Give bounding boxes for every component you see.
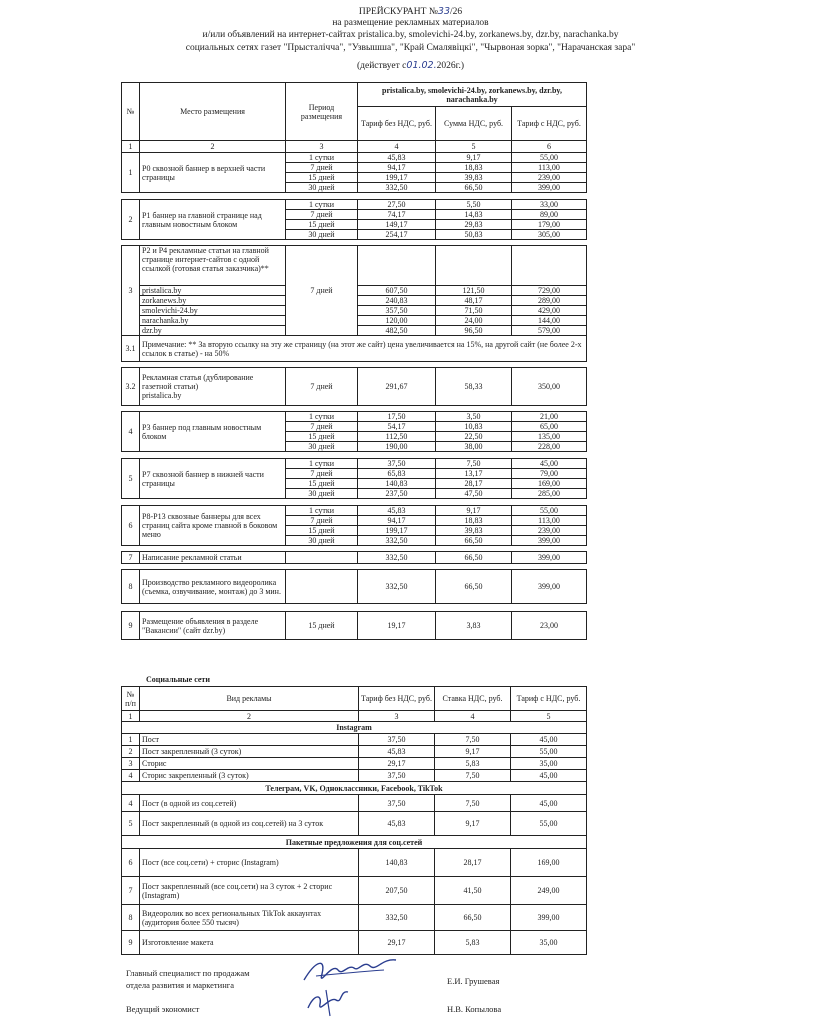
vat-cell: 5,83 xyxy=(435,758,511,770)
idx-cell: 3 xyxy=(359,711,435,722)
col-total: Тариф с НДС, руб. xyxy=(512,107,587,141)
vat-cell: 66,50 xyxy=(436,183,512,193)
total-cell: 55,00 xyxy=(511,812,587,836)
tariff-cell: 45,83 xyxy=(359,746,435,758)
row-number: 8 xyxy=(122,570,140,604)
idx-cell: 6 xyxy=(512,141,587,153)
table-row xyxy=(122,412,587,422)
total-cell: 45,00 xyxy=(511,770,587,782)
tariff-cell: 45,83 xyxy=(358,153,436,163)
group-row xyxy=(122,782,587,795)
subtitle-sites xyxy=(0,30,821,41)
tariff-cell: 140,83 xyxy=(358,479,436,489)
col-total: Тариф с НДС, руб. xyxy=(511,687,587,711)
total-cell: 429,00 xyxy=(512,306,587,316)
note-text: Примечание: ** За вторую ссылку на эту же страницу (на этот же сайт) цена увеличивается на 15%, на другой сайт (не более 2-х ссылок в статье) - на 50% xyxy=(140,336,587,362)
tariff-cell: 112,50 xyxy=(358,432,436,442)
signer1-dept: отдела развития и маркетинга xyxy=(126,980,234,990)
vat-cell: 14,83 xyxy=(436,210,512,220)
table-row xyxy=(122,552,587,564)
vat-cell: 22,50 xyxy=(436,432,512,442)
total-cell: 55,00 xyxy=(512,506,587,516)
site-cell: pristalica.by xyxy=(140,286,286,296)
col-n: № xyxy=(122,83,140,141)
total-cell: 399,00 xyxy=(512,536,587,546)
table-row xyxy=(122,734,587,746)
total-cell: 399,00 xyxy=(511,905,587,931)
total-cell: 399,00 xyxy=(512,552,587,564)
ad-kind: Сторис закрепленный (3 суток) xyxy=(140,770,359,782)
empty-cell xyxy=(358,246,436,286)
table-row xyxy=(122,812,587,836)
vat-cell: 9,17 xyxy=(435,746,511,758)
ad-kind: Изготовление макета xyxy=(140,931,359,955)
placement-text: Рекламная статья (дублирование газетной статьи) xyxy=(142,373,254,391)
period-cell: 7 дней xyxy=(286,246,358,336)
subtitle: на размещение рекламных материалов xyxy=(332,18,489,28)
tariff-cell: 149,17 xyxy=(358,220,436,230)
ad-kind: Пост закрепленный (в одной из соц.сетей) на 3 суток xyxy=(140,812,359,836)
spacer xyxy=(122,452,587,459)
row-number: 9 xyxy=(122,612,140,640)
placement-name: Производство рекламного видеоролика (съемка, озвучивание, монтаж) до 3 мин. xyxy=(140,570,286,604)
col-place: Место размещения xyxy=(140,83,286,141)
col-n: № п/п xyxy=(122,687,140,711)
table-row xyxy=(122,905,587,931)
total-cell: 399,00 xyxy=(512,570,587,604)
row-number: 2 xyxy=(122,746,140,758)
tariff-cell: 45,83 xyxy=(359,812,435,836)
validity-year: 2026г.) xyxy=(436,61,464,71)
tariff-cell: 140,83 xyxy=(359,849,435,877)
placement-name: Размещение объявления в разделе "Вакансии" (сайт dzr.by) xyxy=(140,612,286,640)
period-cell: 1 сутки xyxy=(286,506,358,516)
total-cell: 35,00 xyxy=(511,931,587,955)
index-row xyxy=(122,141,587,153)
idx-cell: 5 xyxy=(436,141,512,153)
subtitle-social: социальных сетях газет "Прысталічча", "Узвышша", "Край Смалявіцкі", "Чырвоная зорка", "Нарачанская зара" xyxy=(185,43,636,53)
vat-cell: 28,17 xyxy=(436,479,512,489)
group-row xyxy=(122,722,587,734)
vat-cell: 66,50 xyxy=(435,905,511,931)
vat-cell: 66,50 xyxy=(436,536,512,546)
row-number: 1 xyxy=(122,734,140,746)
placement-name: Р8-Р13 сквозные баннеры для всех страниц сайта кроме главной в боковом меню xyxy=(140,506,286,546)
empty-cell xyxy=(286,552,358,564)
period-cell: 7 дней xyxy=(286,516,358,526)
total-cell: 113,00 xyxy=(512,163,587,173)
ad-kind: Сторис xyxy=(140,758,359,770)
placement-name: Р1 баннер на главной странице над главным новостным блоком xyxy=(140,200,286,240)
period-cell: 30 дней xyxy=(286,489,358,499)
signature-icon xyxy=(296,950,406,1020)
total-cell: 729,00 xyxy=(512,286,587,296)
total-cell: 289,00 xyxy=(512,296,587,306)
period-cell: 15 дней xyxy=(286,173,358,183)
vat-cell: 48,17 xyxy=(436,296,512,306)
col-tariff: Тариф без НДС, руб. xyxy=(359,687,435,711)
tariff-cell: 332,50 xyxy=(358,183,436,193)
idx-cell: 2 xyxy=(140,141,286,153)
vat-cell: 18,83 xyxy=(436,516,512,526)
signer2-name: Н.В. Копылова xyxy=(447,1004,502,1014)
total-cell: 228,00 xyxy=(512,442,587,452)
index-row xyxy=(122,711,587,722)
signer1-name: Е.И. Грушевая xyxy=(447,976,500,986)
tariff-cell: 65,83 xyxy=(358,469,436,479)
period-cell: 15 дней xyxy=(286,220,358,230)
vat-cell: 5,83 xyxy=(435,931,511,955)
placement-name: Р3 баннер под главным новостным блоком xyxy=(140,412,286,452)
tariff-cell: 120,00 xyxy=(358,316,436,326)
vat-cell: 121,50 xyxy=(436,286,512,296)
table-row xyxy=(122,758,587,770)
period-cell: 7 дней xyxy=(286,422,358,432)
total-cell: 45,00 xyxy=(511,734,587,746)
tariff-cell: 37,50 xyxy=(358,459,436,469)
period-cell: 1 сутки xyxy=(286,200,358,210)
row-number: 3.2 xyxy=(122,368,140,406)
period-cell: 30 дней xyxy=(286,536,358,546)
total-cell: 169,00 xyxy=(511,849,587,877)
tariff-cell: 190,00 xyxy=(358,442,436,452)
vat-cell: 28,17 xyxy=(435,849,511,877)
vat-cell: 9,17 xyxy=(435,812,511,836)
total-cell: 285,00 xyxy=(512,489,587,499)
vat-cell: 9,17 xyxy=(436,506,512,516)
vat-cell: 50,83 xyxy=(436,230,512,240)
tariff-cell: 332,50 xyxy=(359,905,435,931)
tariff-cell: 254,17 xyxy=(358,230,436,240)
total-cell: 65,00 xyxy=(512,422,587,432)
period-cell: 1 сутки xyxy=(286,153,358,163)
validity xyxy=(0,60,821,72)
idx-cell: 4 xyxy=(435,711,511,722)
signer2-role: Ведущий экономист xyxy=(126,1004,200,1014)
vat-cell: 39,83 xyxy=(436,173,512,183)
row-number: 5 xyxy=(122,459,140,499)
total-cell: 169,00 xyxy=(512,479,587,489)
vat-cell: 9,17 xyxy=(436,153,512,163)
row-number: 9 xyxy=(122,931,140,955)
period-cell: 30 дней xyxy=(286,183,358,193)
subtitle-sites-prefix: и/или объявлений на интернет-сайтах xyxy=(202,30,358,40)
vat-cell: 24,00 xyxy=(436,316,512,326)
ad-kind: Пост (в одной из соц.сетей) xyxy=(140,795,359,812)
ad-kind: Пост (все соц.сети) + сторис (Instagram) xyxy=(140,849,359,877)
table-row xyxy=(122,612,587,640)
period-cell: 1 сутки xyxy=(286,412,358,422)
col-sites: pristalica.by, smolevichi-24.by, zorkanews.by, dzr.by, narachanka.by xyxy=(358,83,587,107)
spacer-row xyxy=(122,193,587,200)
period-cell: 7 дней xyxy=(286,210,358,220)
site-cell: dzr.by xyxy=(140,326,286,336)
total-cell: 305,00 xyxy=(512,230,587,240)
period-cell: 30 дней xyxy=(286,230,358,240)
placement-name: Р7 сквозной баннер в нижней части страницы xyxy=(140,459,286,499)
row-number: 3 xyxy=(122,758,140,770)
col-vat: Сумма НДС, руб. xyxy=(436,107,512,141)
tariff-cell: 29,17 xyxy=(359,931,435,955)
vat-cell: 41,50 xyxy=(435,877,511,905)
tariff-cell: 19,17 xyxy=(358,612,436,640)
total-cell: 135,00 xyxy=(512,432,587,442)
period-cell: 7 дней xyxy=(286,469,358,479)
vat-cell: 66,50 xyxy=(436,552,512,564)
tariff-cell: 45,83 xyxy=(358,506,436,516)
tariff-cell: 17,50 xyxy=(358,412,436,422)
period-cell: 7 дней xyxy=(286,368,358,406)
col-period: Период размещения xyxy=(286,83,358,141)
row-number: 8 xyxy=(122,905,140,931)
row-number: 3.1 xyxy=(122,336,140,362)
vat-cell: 10,83 xyxy=(436,422,512,432)
site-cell: narachanka.by xyxy=(140,316,286,326)
vat-cell: 58,33 xyxy=(436,368,512,406)
vat-cell: 39,83 xyxy=(436,526,512,536)
tariff-cell: 357,50 xyxy=(358,306,436,316)
vat-cell: 7,50 xyxy=(436,459,512,469)
row-number: 7 xyxy=(122,877,140,905)
row-number: 4 xyxy=(122,412,140,452)
total-cell: 239,00 xyxy=(512,173,587,183)
title-suffix: /26 xyxy=(450,7,463,17)
period-cell: 15 дней xyxy=(286,432,358,442)
vat-cell: 3,83 xyxy=(436,612,512,640)
tariff-cell: 237,50 xyxy=(358,489,436,499)
tariff-cell: 607,50 xyxy=(358,286,436,296)
total-cell: 350,00 xyxy=(512,368,587,406)
total-cell: 79,00 xyxy=(512,469,587,479)
group-packages: Пакетные предложения для соц.сетей xyxy=(122,836,587,849)
social-table xyxy=(121,686,587,955)
row-number: 2 xyxy=(122,200,140,240)
tariff-cell: 37,50 xyxy=(359,734,435,746)
idx-cell: 4 xyxy=(358,141,436,153)
row-number: 6 xyxy=(122,849,140,877)
row-number: 3 xyxy=(122,246,140,336)
group-row xyxy=(122,836,587,849)
vat-cell: 7,50 xyxy=(435,770,511,782)
table-row xyxy=(122,770,587,782)
total-cell: 23,00 xyxy=(512,612,587,640)
total-cell: 249,00 xyxy=(511,877,587,905)
tariff-cell: 94,17 xyxy=(358,516,436,526)
row-number: 7 xyxy=(122,552,140,564)
empty-cell xyxy=(436,246,512,286)
placement-name xyxy=(140,368,286,406)
tariff-cell: 37,50 xyxy=(359,795,435,812)
title-prefix: ПРЕЙСКУРАНТ № xyxy=(358,7,438,17)
total-cell: 45,00 xyxy=(512,459,587,469)
row-number: 4 xyxy=(122,770,140,782)
vat-cell: 38,00 xyxy=(436,442,512,452)
table-row xyxy=(122,570,587,604)
document-title xyxy=(0,6,821,18)
vat-cell: 7,50 xyxy=(435,734,511,746)
ad-kind: Пост закрепленный (все соц.сети) на 3 суток + 2 сторис (Instagram) xyxy=(140,877,359,905)
vat-cell: 13,17 xyxy=(436,469,512,479)
vat-cell: 3,50 xyxy=(436,412,512,422)
tariff-cell: 240,83 xyxy=(358,296,436,306)
tariff-cell: 291,67 xyxy=(358,368,436,406)
total-cell: 89,00 xyxy=(512,210,587,220)
spacer xyxy=(122,193,587,200)
spacer-row xyxy=(122,604,587,612)
price-table xyxy=(121,82,587,640)
total-cell: 45,00 xyxy=(511,795,587,812)
spacer-row xyxy=(122,452,587,459)
idx-cell: 3 xyxy=(286,141,358,153)
total-cell: 55,00 xyxy=(511,746,587,758)
period-cell: 7 дней xyxy=(286,163,358,173)
group-other-networks: Телеграм, VK, Одноклассники, Facebook, TikTok xyxy=(122,782,587,795)
total-cell: 579,00 xyxy=(512,326,587,336)
row-number: 4 xyxy=(122,795,140,812)
tariff-cell: 54,17 xyxy=(358,422,436,432)
idx-cell: 2 xyxy=(140,711,359,722)
period-cell: 15 дней xyxy=(286,612,358,640)
period-cell: 15 дней xyxy=(286,479,358,489)
site-text: pristalica.by xyxy=(142,391,182,400)
document-number: 33 xyxy=(437,6,450,17)
group-instagram: Instagram xyxy=(122,722,587,734)
vat-cell: 18,83 xyxy=(436,163,512,173)
tariff-cell: 27,50 xyxy=(358,200,436,210)
table-row xyxy=(122,877,587,905)
row-number: 5 xyxy=(122,812,140,836)
tariff-cell: 332,50 xyxy=(358,536,436,546)
vat-cell: 5,50 xyxy=(436,200,512,210)
subtitle-sites-list: pristalica.by, smolevichi-24.by, zorkanews.by, dzr.by, narachanka.by xyxy=(357,30,619,40)
placement-name: Р2 и Р4 рекламные статьи на главной странице интернет-сайтов с одной ссылкой (готовая статья заказчика)** xyxy=(140,246,286,286)
period-cell: 1 сутки xyxy=(286,459,358,469)
total-cell: 399,00 xyxy=(512,183,587,193)
empty-cell xyxy=(286,570,358,604)
tariff-cell: 29,17 xyxy=(359,758,435,770)
total-cell: 113,00 xyxy=(512,516,587,526)
ad-kind: Видеоролик во всех региональных TikTok аккаунтах (аудитория более 550 тысяч) xyxy=(140,905,359,931)
tariff-cell: 199,17 xyxy=(358,526,436,536)
site-cell: smolevichi-24.by xyxy=(140,306,286,316)
tariff-cell: 207,50 xyxy=(359,877,435,905)
vat-cell: 7,50 xyxy=(435,795,511,812)
tariff-cell: 332,50 xyxy=(358,570,436,604)
vat-cell: 66,50 xyxy=(436,570,512,604)
vat-cell: 47,50 xyxy=(436,489,512,499)
signer1-role: Главный специалист по продажам xyxy=(126,968,250,978)
table-row xyxy=(122,795,587,812)
total-cell: 179,00 xyxy=(512,220,587,230)
vat-cell: 71,50 xyxy=(436,306,512,316)
tariff-cell: 94,17 xyxy=(358,163,436,173)
tariff-cell: 199,17 xyxy=(358,173,436,183)
vat-cell: 29,83 xyxy=(436,220,512,230)
row-number: 1 xyxy=(122,153,140,193)
validity-prefix: (действует с xyxy=(356,61,407,71)
col-tariff: Тариф без НДС, руб. xyxy=(358,107,436,141)
total-cell: 144,00 xyxy=(512,316,587,326)
idx-cell: 1 xyxy=(122,141,140,153)
validity-date: 01.02. xyxy=(406,60,437,71)
table-header-row xyxy=(122,83,587,107)
table-row xyxy=(122,153,587,163)
table-row xyxy=(122,200,587,210)
tariff-cell: 482,50 xyxy=(358,326,436,336)
table-row xyxy=(122,506,587,516)
vat-cell: 96,50 xyxy=(436,326,512,336)
table-row xyxy=(122,746,587,758)
col-rate: Ставка НДС, руб. xyxy=(435,687,511,711)
placement-name: Написание рекламной статьи xyxy=(140,552,286,564)
table-row xyxy=(122,849,587,877)
empty-cell xyxy=(512,246,587,286)
tariff-cell: 37,50 xyxy=(359,770,435,782)
tariff-cell: 332,50 xyxy=(358,552,436,564)
idx-cell: 5 xyxy=(511,711,587,722)
placement-name: Р0 сквозной баннер в верхней части страницы xyxy=(140,153,286,193)
social-header-row xyxy=(122,687,587,711)
row-number: 6 xyxy=(122,506,140,546)
idx-cell: 1 xyxy=(122,711,140,722)
ad-kind: Пост закрепленный (3 суток) xyxy=(140,746,359,758)
ad-kind: Пост xyxy=(140,734,359,746)
social-section-title: Социальные сети xyxy=(146,675,210,684)
table-row xyxy=(122,246,587,286)
note-row xyxy=(122,336,587,362)
total-cell: 33,00 xyxy=(512,200,587,210)
period-cell: 15 дней xyxy=(286,526,358,536)
total-cell: 55,00 xyxy=(512,153,587,163)
total-cell: 35,00 xyxy=(511,758,587,770)
table-row xyxy=(122,368,587,406)
tariff-cell: 74,17 xyxy=(358,210,436,220)
total-cell: 239,00 xyxy=(512,526,587,536)
col-kind: Вид рекламы xyxy=(140,687,359,711)
table-row xyxy=(122,459,587,469)
period-cell: 30 дней xyxy=(286,442,358,452)
spacer xyxy=(122,499,587,506)
site-cell: zorkanews.by xyxy=(140,296,286,306)
spacer xyxy=(122,604,587,612)
spacer-row xyxy=(122,499,587,506)
total-cell: 21,00 xyxy=(512,412,587,422)
